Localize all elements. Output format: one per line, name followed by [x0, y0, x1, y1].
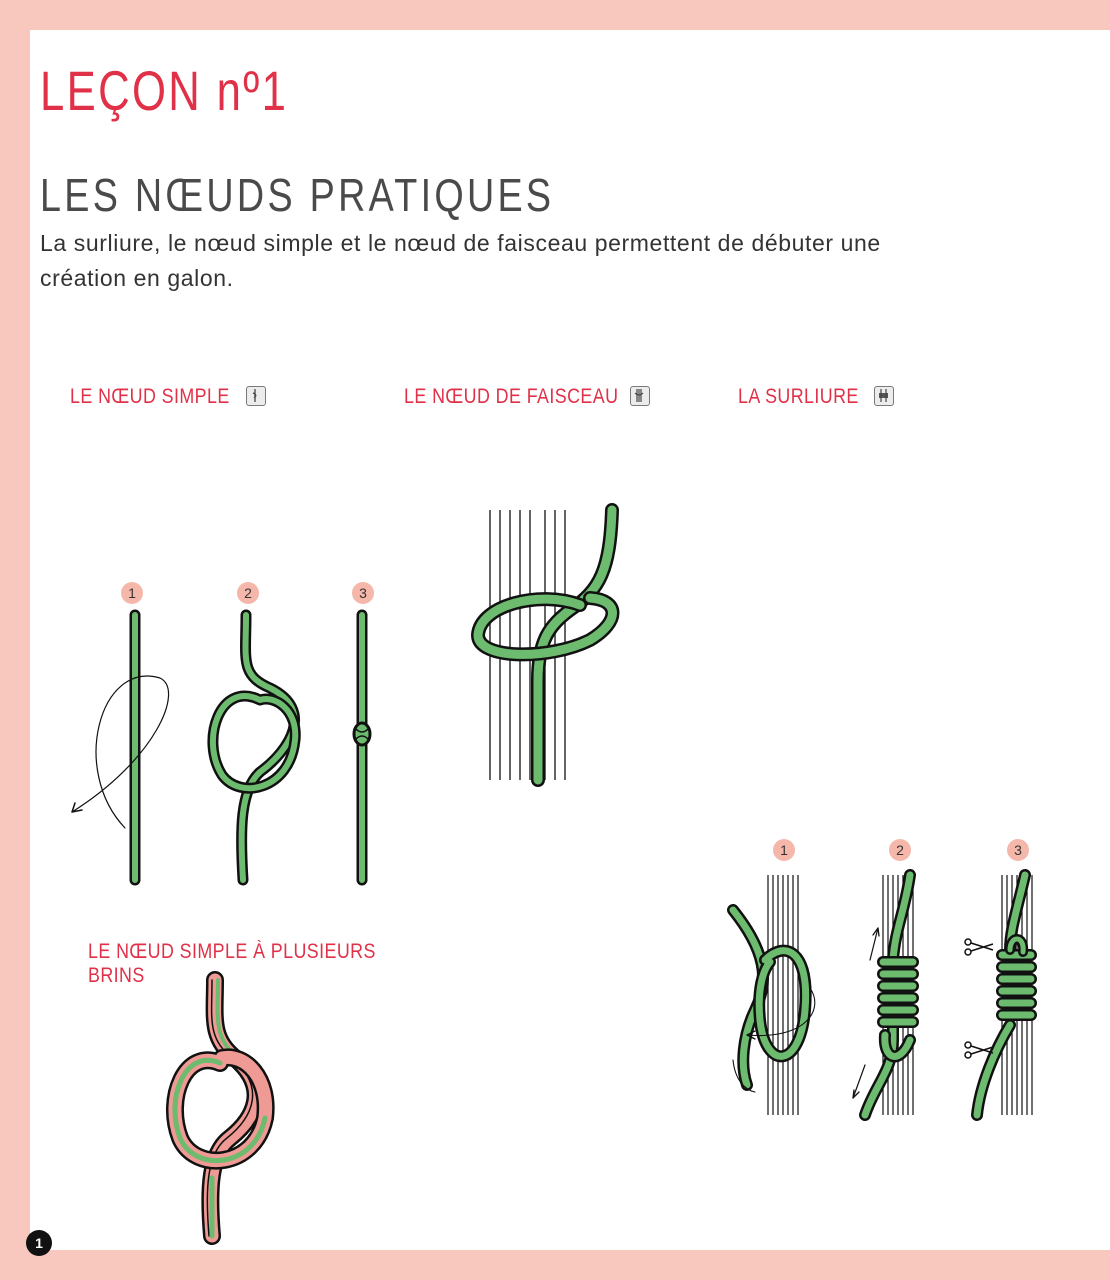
scissors-icon [965, 939, 993, 955]
heading-simple-knot: LE NŒUD SIMPLE [70, 385, 230, 408]
multi-strand-knot-illustration [160, 978, 290, 1240]
page-number: 1 [26, 1230, 52, 1256]
heading-bundle-knot: LE NŒUD DE FAISCEAU [404, 385, 619, 408]
bundle-knot-icon [630, 386, 650, 406]
heading-whipping: LA SURLIURE [738, 385, 859, 408]
knot-icon [246, 386, 266, 406]
section-title: LES NŒUDS PRATIQUES [40, 169, 555, 221]
whipping-icon [874, 386, 894, 406]
step-badge: 3 [352, 582, 374, 604]
bundle-knot-illustration [470, 510, 630, 785]
whipping-illustration [725, 870, 1055, 1120]
step-badge: 2 [889, 839, 911, 861]
simple-knot-illustration [60, 600, 420, 890]
step-badge: 3 [1007, 839, 1029, 861]
section-intro: La surliure, le nœud simple et le nœud de faisceau permettent de débuter une création en galon. [40, 230, 881, 291]
heading-multi-strand-knot: LE NŒUD SIMPLE À PLUSIEURS BRINS [88, 940, 376, 987]
step-badge: 1 [121, 582, 143, 604]
step-badge: 2 [237, 582, 259, 604]
step-badge: 1 [773, 839, 795, 861]
lesson-title: LEÇON nº1 [40, 59, 289, 122]
